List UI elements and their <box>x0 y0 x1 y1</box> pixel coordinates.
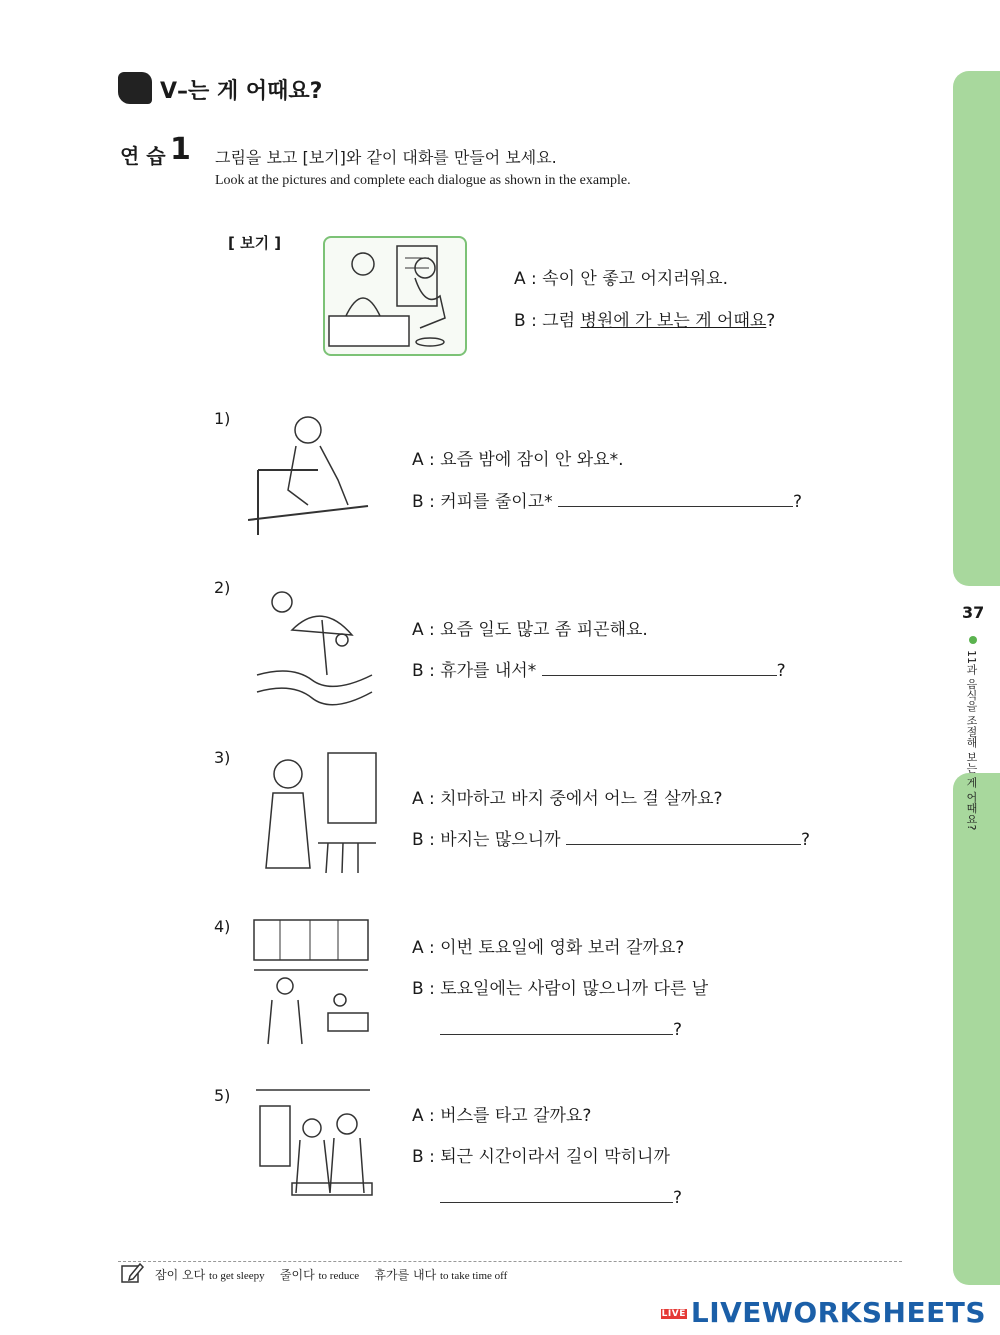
item-line-a: A : 요즘 일도 많고 좀 피곤해요. <box>412 620 648 640</box>
item-b-text: B : 바지는 많으니까 <box>412 830 561 850</box>
note-pencil-icon <box>120 1262 144 1288</box>
item-number: 2) <box>214 578 231 597</box>
item-line-b-cont <box>440 1016 682 1040</box>
vocab-ko: 잠이 오다 <box>155 1268 206 1282</box>
answer-blank[interactable] <box>542 657 777 676</box>
section-number-badge <box>118 72 152 104</box>
item-b-end: ? <box>800 830 810 850</box>
item-line-b-cont <box>440 1184 682 1208</box>
vocab-ko: 줄이다 <box>279 1268 315 1282</box>
item-b-end: ? <box>776 661 786 681</box>
sidebar-decoration-top <box>953 71 1000 586</box>
green-dot-icon <box>969 636 977 644</box>
item-illustration-shopping <box>258 748 380 876</box>
item-number: 1) <box>214 409 231 428</box>
item-b-end: ? <box>673 1020 683 1040</box>
example-label: [ 보기 ] <box>228 234 282 252</box>
vocab-en: to take time off <box>440 1270 508 1282</box>
example-b-answer: 병원에 가 보는 게 어때요 <box>580 311 767 331</box>
item-line-b <box>412 656 786 681</box>
section-title: V–는 게 어때요? <box>160 79 323 104</box>
page-number: 37 <box>962 603 985 622</box>
answer-blank[interactable] <box>566 826 801 845</box>
instruction-korean: 그림을 보고 [보기]와 같이 대화를 만들어 보세요. <box>215 148 557 167</box>
item-b-end: ? <box>793 492 803 512</box>
answer-blank[interactable] <box>558 488 793 507</box>
example-illustration <box>323 236 467 356</box>
instruction-english: Look at the pictures and complete each dialogue as shown in the example. <box>215 173 631 188</box>
exercise-label: 연 습 <box>120 144 166 168</box>
item-line-b: B : 토요일에는 사람이 많으니까 다른 날 <box>412 979 709 999</box>
answer-blank[interactable] <box>440 1184 673 1203</box>
item-illustration-bus <box>252 1088 374 1216</box>
item-line-b <box>412 825 810 850</box>
answer-blank[interactable] <box>440 1016 673 1035</box>
exercise-number: 1 <box>170 132 191 167</box>
item-number: 4) <box>214 917 231 936</box>
brand-live-badge: LIVE <box>661 1309 686 1319</box>
vocab-en: to reduce <box>318 1270 360 1282</box>
item-line-a: A : 이번 토요일에 영화 보러 갈까요? <box>412 938 685 958</box>
item-b-end: ? <box>673 1188 683 1208</box>
item-number: 5) <box>214 1086 231 1105</box>
footer-divider <box>118 1261 902 1262</box>
item-line-a: A : 요즘 밤에 잠이 안 와요*. <box>412 450 624 470</box>
item-illustration-beach <box>252 580 374 708</box>
chapter-title-vertical: 11과 음식을 조절해 보는 게 어때요? <box>965 650 978 831</box>
item-illustration-ticket-office <box>250 918 372 1046</box>
item-line-b: B : 퇴근 시간이라서 길이 막히니까 <box>412 1147 670 1167</box>
example-b-prefix: B : 그럼 <box>514 311 581 331</box>
item-line-b <box>412 487 802 512</box>
vocabulary-footer <box>155 1266 507 1283</box>
example-line-a: A : 속이 안 좋고 어지러워요. <box>514 269 728 289</box>
sidebar-decoration-bottom <box>953 773 1000 1285</box>
item-line-a: A : 버스를 타고 갈까요? <box>412 1106 592 1126</box>
item-number: 3) <box>214 748 231 767</box>
item-b-text: B : 커피를 줄이고* <box>412 492 553 512</box>
item-b-text: B : 휴가를 내서* <box>412 661 537 681</box>
liveworksheets-logo <box>661 1296 986 1329</box>
example-b-suffix: ? <box>766 311 776 331</box>
item-line-a: A : 치마하고 바지 중에서 어느 걸 살까요? <box>412 789 723 809</box>
example-line-b <box>514 306 775 331</box>
vocab-en: to get sleepy <box>209 1270 265 1282</box>
item-illustration-treadmill <box>248 410 370 538</box>
vocab-ko: 휴가를 내다 <box>374 1268 437 1282</box>
brand-name: LIVEWORKSHEETS <box>690 1296 986 1329</box>
